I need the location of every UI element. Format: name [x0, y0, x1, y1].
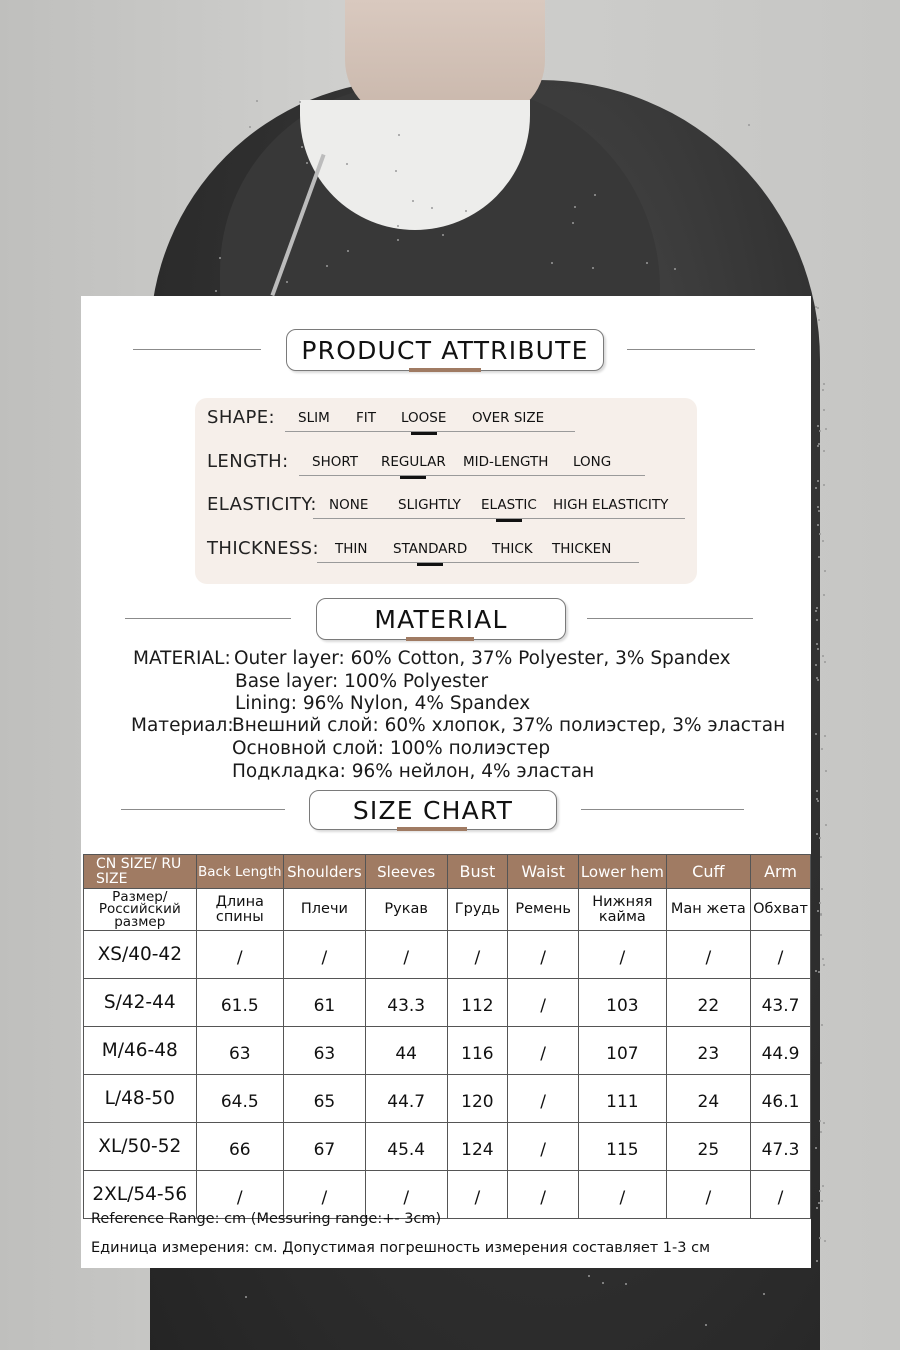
attr-row-thickness	[207, 535, 687, 565]
value-cell: /	[750, 931, 810, 979]
value-cell: /	[508, 979, 579, 1027]
value-cell: 45.4	[365, 1123, 447, 1171]
sparkle-dot	[823, 409, 825, 411]
value-cell: /	[196, 931, 283, 979]
sparkle-dot	[219, 257, 221, 259]
value-cell: /	[508, 1171, 579, 1219]
sparkle-dot	[825, 824, 827, 826]
divider-line	[125, 618, 291, 619]
value-cell: /	[508, 931, 579, 979]
sparkle-dot	[825, 428, 827, 430]
sparkle-dot	[816, 607, 818, 609]
sparkle-dot	[299, 101, 301, 103]
header-cell: CN SIZE/ RU SIZE	[84, 855, 197, 889]
sparkle-dot	[821, 1200, 823, 1202]
attr-option: SLIGHTLY	[398, 497, 461, 513]
material-line: Внешний слой: 60% хлопок, 37% полиэстер, 3% эластан	[232, 715, 786, 736]
size-chart-title-box	[309, 790, 557, 830]
sparkle-dot	[819, 1120, 821, 1122]
value-cell: /	[666, 1171, 750, 1219]
value-cell: 107	[579, 1027, 667, 1075]
attr-label: THICKNESS:	[207, 538, 319, 559]
sparkle-dot	[588, 1275, 590, 1277]
sparkle-dot	[705, 1324, 707, 1326]
value-cell: /	[579, 1171, 667, 1219]
attribute-title-box	[286, 329, 604, 371]
material-label-en: MATERIAL:	[133, 648, 231, 669]
attr-row-length	[207, 448, 687, 478]
header-cell: Shoulders	[283, 855, 365, 889]
value-cell: 25	[666, 1123, 750, 1171]
sparkle-dot	[819, 430, 821, 432]
header-cell-ru: Размер/ Российский размер	[84, 889, 197, 931]
attr-label: ELASTICITY:	[207, 494, 317, 515]
header-cell: Waist	[508, 855, 579, 889]
sparkle-dot	[346, 163, 348, 165]
value-cell: 43.3	[365, 979, 447, 1027]
header-cell: Lower hem	[579, 855, 667, 889]
value-cell: 44.7	[365, 1075, 447, 1123]
sparkle-dot	[823, 383, 825, 385]
sparkle-dot	[215, 290, 217, 292]
attr-label: LENGTH:	[207, 451, 289, 472]
material-title-box	[316, 598, 566, 640]
sparkle-dot	[818, 443, 820, 445]
sparkle-dot	[822, 389, 824, 391]
attr-underline	[317, 562, 639, 563]
sparkle-dot	[748, 124, 750, 126]
attr-option: THICK	[492, 541, 533, 557]
value-cell: 46.1	[750, 1075, 810, 1123]
sparkle-dot	[824, 1240, 826, 1242]
sparkle-dot	[819, 533, 821, 535]
sparkle-dot	[465, 210, 467, 212]
value-cell: /	[750, 1171, 810, 1219]
value-cell: /	[365, 1171, 447, 1219]
value-cell: /	[508, 1027, 579, 1075]
sparkle-dot	[821, 888, 823, 890]
sparkle-dot	[815, 970, 817, 972]
value-cell: /	[579, 931, 667, 979]
value-cell: 67	[283, 1123, 365, 1171]
header-cell-ru: Обхват	[750, 889, 810, 931]
sparkle-dot	[820, 856, 822, 858]
sparkle-dot	[816, 798, 818, 800]
material-line: Основной слой: 100% полиэстер	[232, 738, 551, 759]
divider-line	[587, 618, 753, 619]
attr-option: THICKEN	[552, 541, 612, 557]
sparkle-dot	[256, 100, 258, 102]
attr-option: MID-LENGTH	[463, 454, 549, 470]
value-cell: 66	[196, 1123, 283, 1171]
divider-line	[581, 809, 744, 810]
attr-option-selected: LOOSE	[401, 410, 447, 426]
value-cell: 103	[579, 979, 667, 1027]
sparkle-dot	[825, 770, 827, 772]
sparkle-dot	[824, 735, 826, 737]
value-cell: 61	[283, 979, 365, 1027]
value-cell: 47.3	[750, 1123, 810, 1171]
note-en: Reference Range: cm (Messuring range:+- 3cm)	[91, 1211, 442, 1227]
sparkle-dot	[822, 1185, 824, 1187]
sparkle-dot	[818, 319, 820, 321]
title-accent-bar	[397, 827, 467, 831]
header-cell: Bust	[447, 855, 508, 889]
note-ru: Единица измерения: см. Допустимая погрешность измерения составляет 1-3 см	[91, 1240, 711, 1256]
sparkle-dot	[646, 262, 648, 264]
value-cell: 63	[196, 1027, 283, 1075]
value-cell: /	[196, 1171, 283, 1219]
sparkle-dot	[822, 540, 824, 542]
material-line: Outer layer: 60% Cotton, 37% Polyester, 3% Spandex	[234, 648, 731, 669]
sparkle-dot	[817, 307, 819, 309]
header-cell: Arm	[750, 855, 810, 889]
value-cell: 115	[579, 1123, 667, 1171]
material-line: Lining: 96% Nylon, 4% Spandex	[235, 693, 531, 714]
attr-underline	[299, 475, 645, 476]
material-label-ru: Материал:	[131, 715, 234, 736]
divider-line	[133, 349, 261, 350]
attr-option-selected: ELASTIC	[481, 497, 537, 513]
attr-option: SHORT	[312, 454, 358, 470]
attr-row-shape	[207, 404, 687, 434]
value-cell: /	[283, 931, 365, 979]
sparkle-dot	[819, 1237, 821, 1239]
table-header-row	[84, 855, 811, 889]
sparkle-dot	[822, 655, 824, 657]
sparkle-dot	[249, 126, 251, 128]
size-chart-title: SIZE CHART	[352, 795, 514, 825]
sparkle-dot	[820, 1131, 822, 1133]
sparkle-dot	[823, 450, 825, 452]
value-cell: /	[447, 931, 508, 979]
sparkle-dot	[815, 664, 817, 666]
header-cell-ru: Грудь	[447, 889, 508, 931]
sparkle-dot	[824, 661, 826, 663]
attr-row-elasticity	[207, 491, 687, 521]
value-cell: 63	[283, 1027, 365, 1075]
sparkle-dot	[824, 570, 826, 572]
sparkle-dot	[823, 964, 825, 966]
sparkle-dot	[820, 1062, 822, 1064]
header-cell-ru: Плечи	[283, 889, 365, 931]
value-cell: 116	[447, 1027, 508, 1075]
value-cell: 61.5	[196, 979, 283, 1027]
size-cell: L/48-50	[84, 1075, 197, 1123]
value-cell: 112	[447, 979, 508, 1027]
attribute-box	[195, 398, 697, 584]
value-cell: 64.5	[196, 1075, 283, 1123]
sparkle-dot	[816, 790, 818, 792]
table-ru-header-row	[84, 889, 811, 931]
value-cell: 24	[666, 1075, 750, 1123]
table-row	[84, 1075, 811, 1123]
header-cell: Back Length	[196, 855, 283, 889]
sparkle-dot	[815, 306, 817, 308]
attr-option: FIT	[356, 410, 376, 426]
size-cell: XS/40-42	[84, 931, 197, 979]
title-accent-bar	[406, 637, 474, 641]
attr-option: SLIM	[298, 410, 330, 426]
title-accent-bar	[409, 368, 481, 372]
header-cell-ru: Ремень	[508, 889, 579, 931]
attr-option: OVER SIZE	[472, 410, 545, 426]
value-cell: 65	[283, 1075, 365, 1123]
value-cell: 44.9	[750, 1027, 810, 1075]
value-cell: /	[508, 1123, 579, 1171]
sparkle-dot	[816, 1260, 818, 1262]
table-row	[84, 1027, 811, 1075]
product-info-panel	[81, 296, 811, 1268]
attr-label: SHAPE:	[207, 407, 275, 428]
sparkle-dot	[821, 1024, 823, 1026]
divider-line	[121, 809, 285, 810]
attr-option-selected: REGULAR	[381, 454, 446, 470]
value-cell: /	[365, 931, 447, 979]
value-cell: /	[283, 1171, 365, 1219]
table-row	[84, 1123, 811, 1171]
attr-option: HIGH ELASTICITY	[553, 497, 669, 513]
size-cell: M/46-48	[84, 1027, 197, 1075]
sparkle-dot	[819, 1190, 821, 1192]
sparkle-dot	[822, 958, 824, 960]
material-line: Base layer: 100% Polyester	[235, 671, 489, 692]
attr-option: LONG	[573, 454, 612, 470]
header-cell-ru: Ман жета	[666, 889, 750, 931]
sparkle-dot	[820, 934, 822, 936]
sparkle-dot	[820, 913, 822, 915]
value-cell: 22	[666, 979, 750, 1027]
sparkle-dot	[818, 556, 820, 558]
value-cell: 23	[666, 1027, 750, 1075]
value-cell: 111	[579, 1075, 667, 1123]
table-row	[84, 979, 811, 1027]
header-cell-ru: Длина спины	[196, 889, 283, 931]
value-cell: 120	[447, 1075, 508, 1123]
header-cell-ru: Нижняя кайма	[579, 889, 667, 931]
divider-line	[627, 349, 755, 350]
attr-option: THIN	[335, 541, 368, 557]
value-cell: /	[666, 931, 750, 979]
size-cell: 2XL/54-56	[84, 1171, 197, 1219]
header-cell: Sleeves	[365, 855, 447, 889]
attr-option-selected: STANDARD	[393, 541, 468, 557]
sparkle-dot	[818, 971, 820, 973]
material-line: Подкладка: 96% нейлон, 4% эластан	[232, 761, 595, 782]
attr-option: NONE	[329, 497, 369, 513]
attribute-title: PRODUCT ATTRIBUTE	[301, 335, 589, 365]
value-cell: /	[447, 1171, 508, 1219]
size-cell: S/42-44	[84, 979, 197, 1027]
sparkle-dot	[431, 207, 433, 209]
sparkle-dot	[821, 748, 823, 750]
value-cell: /	[508, 1075, 579, 1123]
table-row	[84, 931, 811, 979]
sparkle-dot	[823, 594, 825, 596]
value-cell: 43.7	[750, 979, 810, 1027]
value-cell: 124	[447, 1123, 508, 1171]
sparkle-dot	[823, 484, 825, 486]
header-cell: Cuff	[666, 855, 750, 889]
value-cell: 44	[365, 1027, 447, 1075]
sparkle-dot	[306, 162, 308, 164]
material-title: MATERIAL	[374, 604, 508, 634]
sparkle-dot	[819, 837, 821, 839]
size-cell: XL/50-52	[84, 1123, 197, 1171]
sparkle-dot	[816, 643, 818, 645]
sparkle-dot	[823, 1122, 825, 1124]
sparkle-dot	[816, 619, 818, 621]
size-table	[83, 854, 811, 1219]
header-cell-ru: Рукав	[365, 889, 447, 931]
